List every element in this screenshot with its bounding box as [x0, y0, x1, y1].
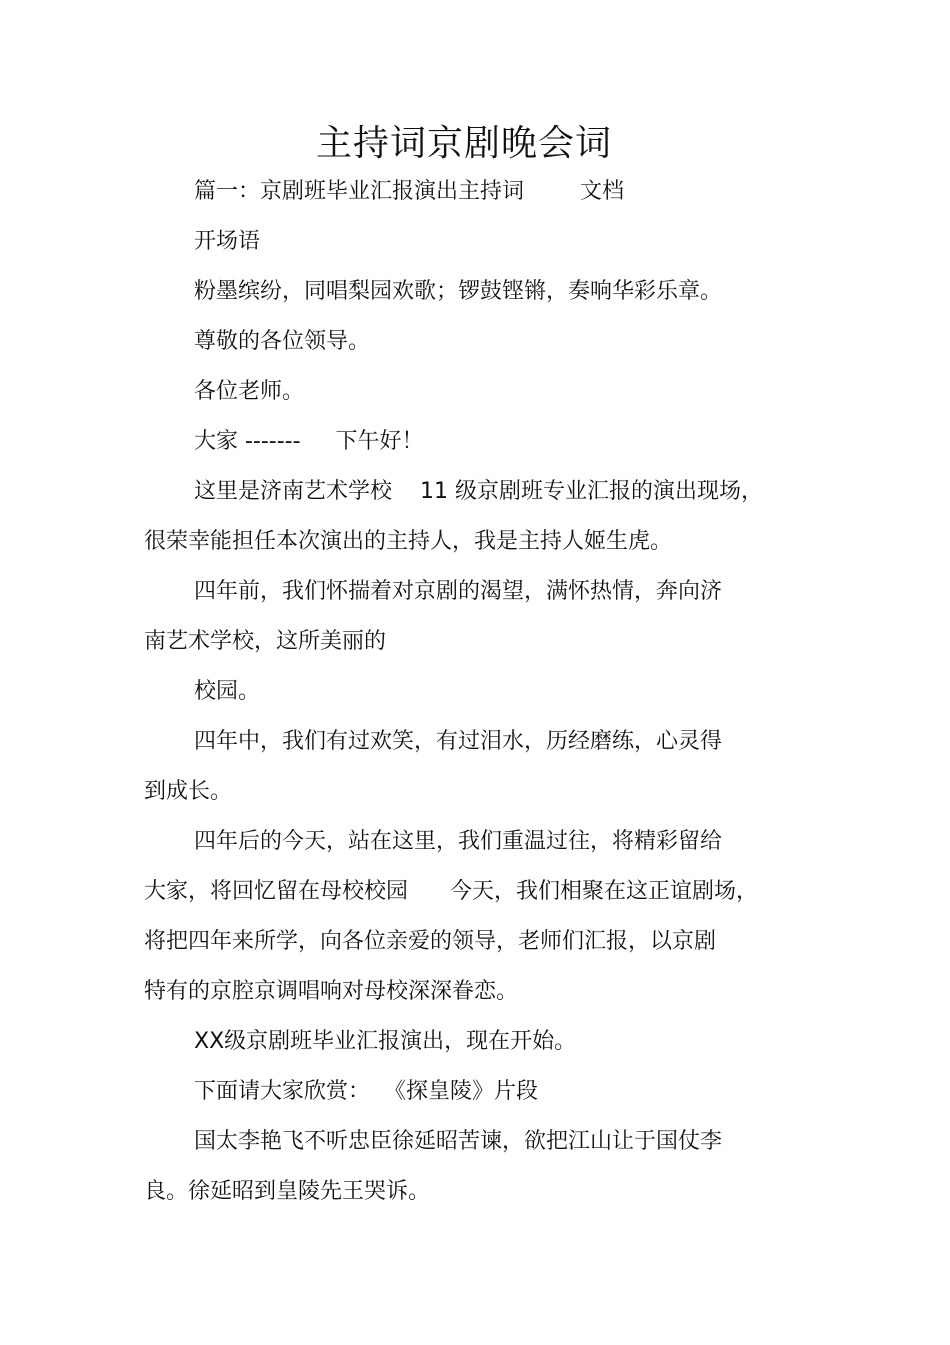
paragraph-line: 尊敬的各位领导。 — [194, 329, 371, 354]
paragraph-line: 各位老师。 — [194, 379, 305, 404]
paragraph-line: 特有的京腔京调唱响对母校深深眷恋。 — [144, 979, 519, 1004]
paragraph-line: 国太李艳飞不听忠臣徐延昭苦谏，欲把江山让于国仗李 — [194, 1129, 723, 1154]
paragraph-line: 校园。 — [194, 679, 261, 704]
paragraph-line: 南艺术学校，这所美丽的 — [144, 629, 387, 654]
paragraph-line: 粉墨缤纷，同唱梨园欢歌；锣鼓铿锵，奏响华彩乐章。 — [194, 279, 723, 304]
paragraph-line: 很荣幸能担任本次演出的主持人，我是主持人姬生虎。 — [144, 529, 673, 554]
paragraph-line: 开场语 — [194, 229, 261, 254]
paragraph-line: 四年后的今天，站在这里，我们重温过往，将精彩留给 — [194, 829, 723, 854]
paragraph-line: 这里是济南艺术学校 11 级京剧班专业汇报的演出现场， — [194, 479, 763, 504]
paragraph-line: 四年中，我们有过欢笑，有过泪水，历经磨练，心灵得 — [194, 729, 723, 754]
section-heading: 篇一：京剧班毕业汇报演出主持词 文档 — [194, 179, 624, 204]
document-title: 主持词京剧晚会词 — [315, 123, 612, 164]
paragraph-line: 良。徐延昭到皇陵先王哭诉。 — [144, 1179, 431, 1204]
paragraph-line: 大家 ------- 下午好！ — [194, 429, 424, 454]
paragraph-line: 将把四年来所学，向各位亲爱的领导，老师们汇报，以京剧 — [144, 929, 717, 954]
paragraph-line: 下面请大家欣赏： 《探皇陵》片段 — [194, 1079, 538, 1104]
paragraph-line: XX级京剧班毕业汇报演出，现在开始。 — [194, 1029, 577, 1054]
paragraph-line: 四年前，我们怀揣着对京剧的渴望，满怀热情，奔向济 — [194, 579, 723, 604]
paragraph-line: 大家，将回忆留在母校校园 今天，我们相聚在这正谊剧场， — [144, 879, 758, 904]
paragraph-line: 到成长。 — [144, 779, 233, 804]
